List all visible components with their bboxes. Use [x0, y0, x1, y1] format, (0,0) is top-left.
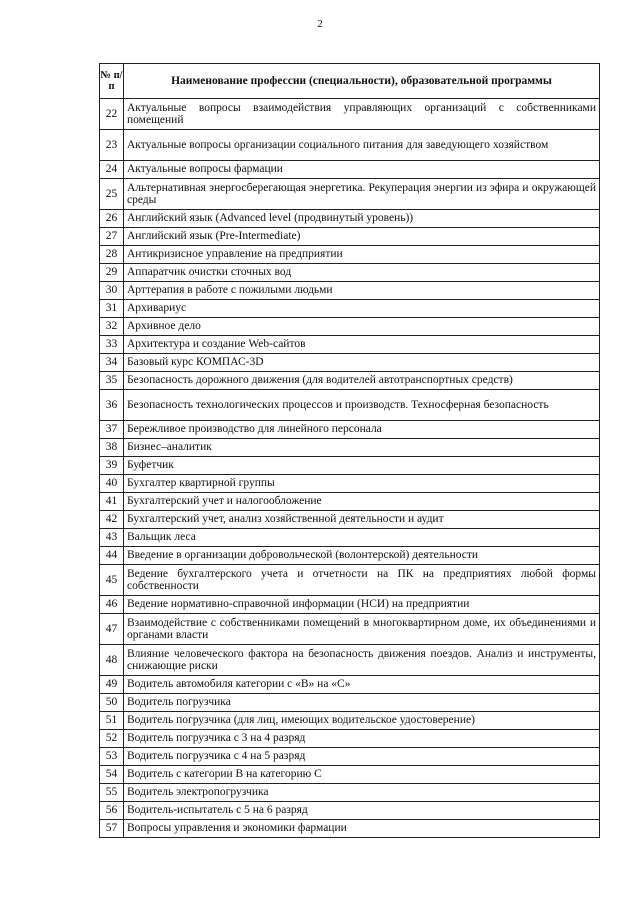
- row-program-name: Водитель-испытатель с 5 на 6 разряд: [124, 802, 600, 820]
- row-program-name: Актуальные вопросы фармации: [124, 161, 600, 179]
- table-row: [100, 228, 600, 246]
- row-program-name: Водитель погрузчика: [124, 694, 600, 712]
- table-row: [100, 336, 600, 354]
- table-row: [100, 676, 600, 694]
- row-number: 30: [100, 282, 124, 300]
- row-program-name: Водитель погрузчика с 3 на 4 разряд: [124, 730, 600, 748]
- table-row: [100, 179, 600, 210]
- row-program-name: Альтернативная энергосберегающая энергетика. Рекуперация энергии из эфира и окружающей среды: [124, 179, 600, 210]
- row-number: 52: [100, 730, 124, 748]
- row-number: 47: [100, 614, 124, 645]
- row-number: 51: [100, 712, 124, 730]
- row-number: 54: [100, 766, 124, 784]
- row-number: 37: [100, 421, 124, 439]
- table-row: [100, 372, 600, 390]
- row-number: 38: [100, 439, 124, 457]
- table-row: [100, 246, 600, 264]
- table-row: [100, 784, 600, 802]
- row-program-name: Водитель погрузчика (для лиц, имеющих водительское удостоверение): [124, 712, 600, 730]
- row-number: 45: [100, 565, 124, 596]
- header-name: Наименование профессии (специальности), образовательной программы: [124, 64, 600, 99]
- row-number: 31: [100, 300, 124, 318]
- row-number: 22: [100, 99, 124, 130]
- row-program-name: Базовый курс КОМПАС-3D: [124, 354, 600, 372]
- table-row: [100, 547, 600, 565]
- row-number: 36: [100, 390, 124, 421]
- row-program-name: Введение в организации добровольческой (волонтерской) деятельности: [124, 547, 600, 565]
- row-program-name: Водитель погрузчика с 4 на 5 разряд: [124, 748, 600, 766]
- row-number: 55: [100, 784, 124, 802]
- table-row: [100, 645, 600, 676]
- table-row: [100, 99, 600, 130]
- row-program-name: Ведение нормативно-справочной информации (НСИ) на предприятии: [124, 596, 600, 614]
- table-row: [100, 390, 600, 421]
- table-body: [100, 99, 600, 838]
- row-number: 23: [100, 130, 124, 161]
- table-header-row: [100, 64, 600, 99]
- header-number: № п/п: [100, 64, 124, 99]
- row-number: 42: [100, 511, 124, 529]
- table-row: [100, 264, 600, 282]
- table-row: [100, 318, 600, 336]
- table-row: [100, 802, 600, 820]
- row-program-name: Ведение бухгалтерского учета и отчетности на ПК на предприятиях любой формы собственности: [124, 565, 600, 596]
- table-row: [100, 421, 600, 439]
- row-program-name: Водитель с категории В на категорию С: [124, 766, 600, 784]
- row-program-name: Актуальные вопросы взаимодействия управляющих организаций с собственниками помещений: [124, 99, 600, 130]
- row-program-name: Актуальные вопросы организации социального питания для заведующего хозяйством: [124, 130, 600, 161]
- row-number: 33: [100, 336, 124, 354]
- row-number: 26: [100, 210, 124, 228]
- table-row: [100, 730, 600, 748]
- row-number: 57: [100, 820, 124, 838]
- row-program-name: Влияние человеческого фактора на безопасность движения поездов. Анализ и инструменты, снижающие риски: [124, 645, 600, 676]
- table-row: [100, 820, 600, 838]
- table-row: [100, 130, 600, 161]
- row-number: 41: [100, 493, 124, 511]
- row-program-name: Архитектура и создание Web-сайтов: [124, 336, 600, 354]
- table-row: [100, 161, 600, 179]
- row-number: 49: [100, 676, 124, 694]
- row-number: 48: [100, 645, 124, 676]
- row-program-name: Бухгалтерский учет и налогообложение: [124, 493, 600, 511]
- table-row: [100, 511, 600, 529]
- table-row: [100, 439, 600, 457]
- table-row: [100, 493, 600, 511]
- row-number: 24: [100, 161, 124, 179]
- table-row: [100, 712, 600, 730]
- row-number: 25: [100, 179, 124, 210]
- row-number: 29: [100, 264, 124, 282]
- row-number: 34: [100, 354, 124, 372]
- table-row: [100, 565, 600, 596]
- row-program-name: Бережливое производство для линейного персонала: [124, 421, 600, 439]
- page-number: 2: [317, 18, 323, 30]
- table-row: [100, 694, 600, 712]
- table-row: [100, 614, 600, 645]
- row-program-name: Безопасность технологических процессов и производств. Техносферная безопасность: [124, 390, 600, 421]
- row-program-name: Вальщик леса: [124, 529, 600, 547]
- row-number: 53: [100, 748, 124, 766]
- row-program-name: Взаимодействие с собственниками помещений в многоквартирном доме, их объединениями и органами власти: [124, 614, 600, 645]
- row-program-name: Буфетчик: [124, 457, 600, 475]
- table-row: [100, 596, 600, 614]
- row-program-name: Безопасность дорожного движения (для водителей автотранспортных средств): [124, 372, 600, 390]
- table-row: [100, 529, 600, 547]
- row-number: 44: [100, 547, 124, 565]
- row-number: 46: [100, 596, 124, 614]
- row-number: 40: [100, 475, 124, 493]
- table-row: [100, 354, 600, 372]
- row-program-name: Английский язык (Advanced level (продвинутый уровень)): [124, 210, 600, 228]
- programs-table: [99, 63, 600, 838]
- row-program-name: Английский язык (Pre-Intermediate): [124, 228, 600, 246]
- row-program-name: Бухгалтер квартирной группы: [124, 475, 600, 493]
- row-program-name: Водитель электропогрузчика: [124, 784, 600, 802]
- row-number: 32: [100, 318, 124, 336]
- row-program-name: Вопросы управления и экономики фармации: [124, 820, 600, 838]
- table-row: [100, 282, 600, 300]
- row-program-name: Аппаратчик очистки сточных вод: [124, 264, 600, 282]
- row-program-name: Бизнес–аналитик: [124, 439, 600, 457]
- row-number: 39: [100, 457, 124, 475]
- row-program-name: Антикризисное управление на предприятии: [124, 246, 600, 264]
- row-number: 27: [100, 228, 124, 246]
- row-program-name: Арттерапия в работе с пожилыми людьми: [124, 282, 600, 300]
- table-row: [100, 766, 600, 784]
- row-number: 28: [100, 246, 124, 264]
- table-row: [100, 210, 600, 228]
- row-program-name: Водитель автомобиля категории с «В» на «С»: [124, 676, 600, 694]
- table-row: [100, 457, 600, 475]
- row-program-name: Архивариус: [124, 300, 600, 318]
- row-number: 56: [100, 802, 124, 820]
- table-row: [100, 748, 600, 766]
- row-program-name: Бухгалтерский учет, анализ хозяйственной деятельности и аудит: [124, 511, 600, 529]
- row-program-name: Архивное дело: [124, 318, 600, 336]
- table-row: [100, 475, 600, 493]
- row-number: 50: [100, 694, 124, 712]
- row-number: 35: [100, 372, 124, 390]
- row-number: 43: [100, 529, 124, 547]
- table-row: [100, 300, 600, 318]
